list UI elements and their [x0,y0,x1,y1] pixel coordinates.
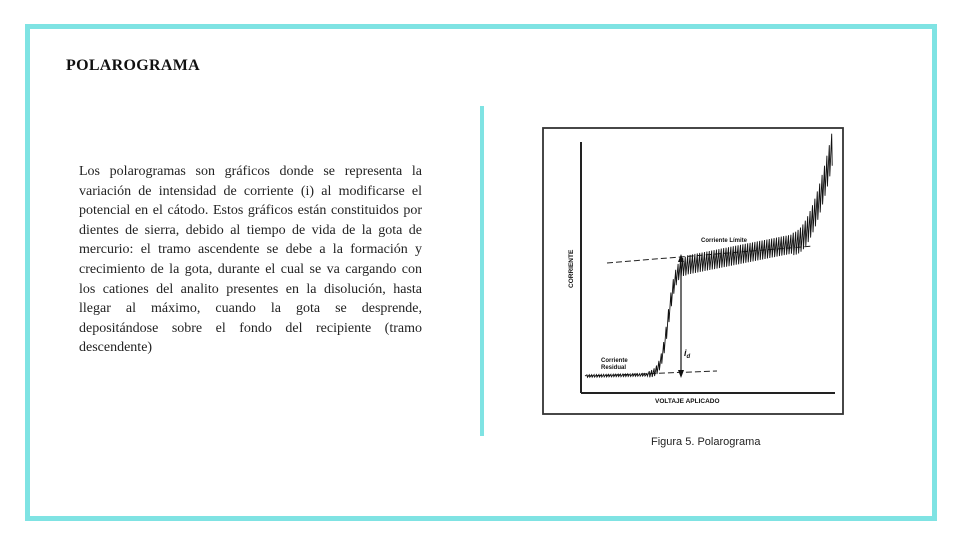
limit-current-label: Corriente Límite [701,238,748,244]
description-paragraph: Los polarogramas son gráficos donde se representa la variación de intensidad de corriente (i) al modificarse el potencial en el cátodo. Estos gráficos están constituidos por dientes de sierra, debido al tiempo de vida de la gota de mercurio: el tramo ascendente se debe a la formación y crecimiento de la gota, durante el cual se va cargando con los cationes del analito presentes en la disolución, hasta llegar al máximo, cuando la gota se desprende, depositándose sobre el fondo del recipiente (tramo descendente) [79,164,422,356]
y-axis-label: CORRIENTE [568,249,575,288]
polarogram-trace [585,134,832,378]
x-axis-label: VOLTAJE APLICADO [655,398,720,405]
polarogram-figure [535,118,847,428]
slide-title: POLAROGRAMA [66,57,200,74]
vertical-divider [480,106,484,436]
diffusion-current-label [684,348,691,360]
residual-current-label-2: Residual [601,365,627,371]
arrow-head-bottom [678,370,684,378]
diffusion-subscript: d [686,354,691,360]
diffusion-symbol: i [684,348,687,358]
residual-current-label-1: Corriente [601,358,628,364]
figure-caption: Figura 5. Polarograma [651,436,761,448]
